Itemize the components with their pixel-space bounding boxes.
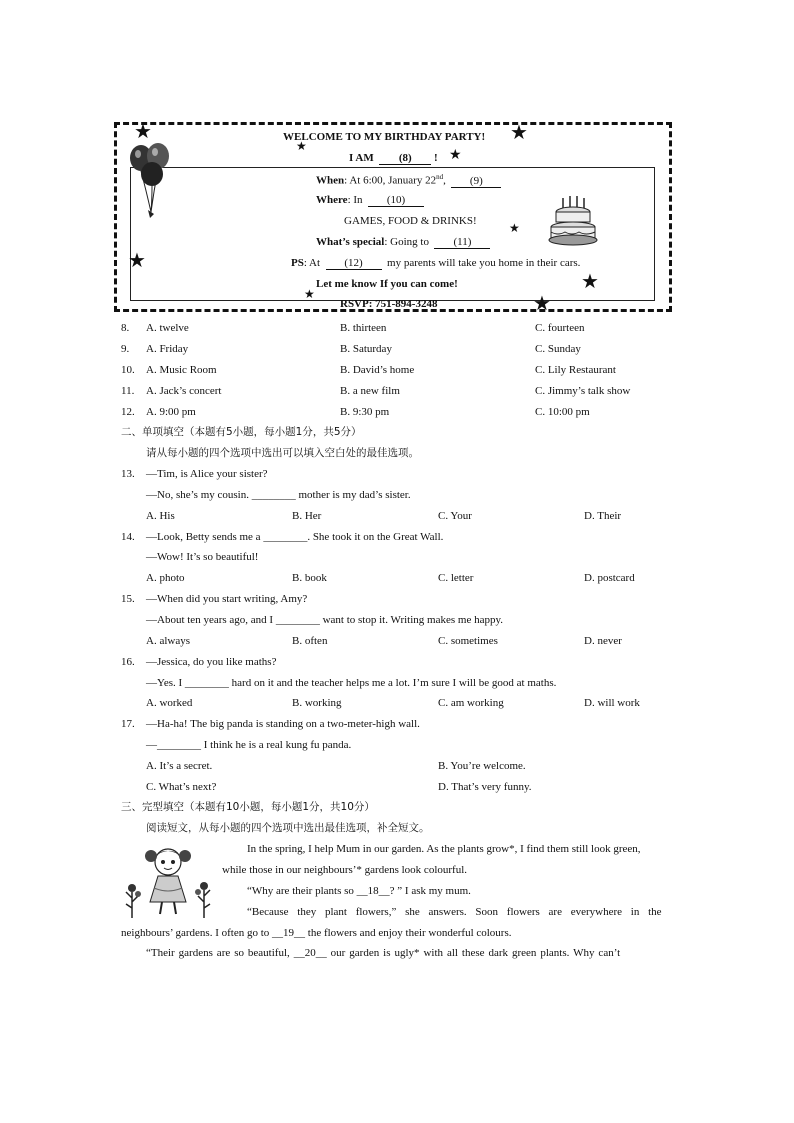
option-c[interactable]: C. Sunday: [535, 343, 581, 355]
option-c[interactable]: C. What’s next?: [146, 781, 217, 793]
option-a[interactable]: A. twelve: [146, 322, 189, 334]
where-line: [316, 194, 424, 207]
question-line: —Ha-ha! The big panda is standing on a two-meter-high wall.: [146, 718, 420, 730]
option-a[interactable]: A. Jack’s concert: [146, 385, 222, 397]
blank-9: (9): [451, 175, 501, 188]
when-comma: ,: [443, 174, 446, 187]
section2-heading: 二、单项填空（本题有5小题，每小题1分，共5分）: [121, 426, 362, 438]
option-num: 8.: [121, 322, 130, 334]
blank-11: (11): [434, 236, 490, 249]
question-num: 14.: [121, 531, 135, 543]
option-b[interactable]: B. thirteen: [340, 322, 387, 334]
option-d[interactable]: D. will work: [584, 697, 640, 709]
special-text: : Going to: [384, 236, 429, 248]
star-icon: ★: [581, 271, 599, 293]
option-d[interactable]: D. That’s very funny.: [438, 781, 532, 793]
question-line: —No, she’s my cousin. ________ mother is my dad’s sister.: [146, 489, 411, 501]
passage-line: while those in our neighbours’* gardens look colourful.: [222, 864, 468, 876]
option-a[interactable]: A. Friday: [146, 343, 189, 355]
girl-gardening-icon: [124, 842, 216, 920]
option-num: 9.: [121, 343, 130, 355]
star-icon: ★: [134, 121, 152, 143]
iam-line: [349, 152, 438, 165]
option-c[interactable]: C. Jimmy’s talk show: [535, 385, 631, 397]
option-c[interactable]: C. Your: [438, 510, 472, 522]
option-b[interactable]: B. working: [292, 697, 342, 709]
rsvp: RSVP: 751-894-3248: [340, 298, 438, 310]
when-text: : At 6:00, January 22: [344, 174, 437, 187]
passage-line: In the spring, I help Mum in our garden. As the plants grow*, I find them still look green,: [247, 843, 641, 855]
iam-prefix: I AM: [349, 152, 374, 164]
option-b[interactable]: B. a new film: [340, 385, 400, 397]
when-sup: nd: [436, 173, 444, 181]
passage-line: “Their gardens are so beautiful, __20__ our garden is ugly* with all these dark green plants. Why can’t: [146, 947, 621, 959]
passage-line: “Why are their plants so __18__? ” I ask my mum.: [247, 885, 471, 897]
star-icon: ★: [533, 293, 551, 315]
star-icon: ★: [509, 221, 520, 235]
option-a[interactable]: A. photo: [146, 572, 185, 584]
special-line: [316, 236, 490, 249]
option-c[interactable]: C. am working: [438, 697, 504, 709]
option-d[interactable]: D. Their: [584, 510, 622, 522]
ps-line: [291, 257, 580, 270]
option-c[interactable]: C. letter: [438, 572, 474, 584]
option-d[interactable]: D. never: [584, 635, 622, 647]
question-line: —________ I think he is a real kung fu panda.: [146, 739, 352, 751]
question-line: —Yes. I ________ hard on it and the teacher helps me a lot. I’m sure I will be good at maths.: [146, 677, 557, 689]
where-text: : In: [347, 194, 363, 206]
question-line: —Look, Betty sends me a ________. She took it on the Great Wall.: [146, 531, 444, 543]
passage-line: “Because they plant flowers,” she answers. Soon flowers are everywhere in the: [247, 906, 662, 918]
option-a[interactable]: A. always: [146, 635, 190, 647]
question-num: 15.: [121, 593, 135, 605]
option-c[interactable]: C. 10:00 pm: [535, 406, 590, 418]
option-b[interactable]: B. often: [292, 635, 328, 647]
blank-10: (10): [368, 194, 424, 207]
when-line: [316, 173, 501, 188]
star-icon: ★: [510, 122, 528, 144]
option-b[interactable]: B. David’s home: [340, 364, 415, 376]
question-line: —When did you start writing, Amy?: [146, 593, 308, 605]
birthday-cake-icon: [548, 194, 598, 248]
option-b[interactable]: B. 9:30 pm: [340, 406, 390, 418]
question-line: —About ten years ago, and I ________ want to stop it. Writing makes me happy.: [146, 614, 503, 626]
blank-8: (8): [379, 152, 431, 165]
option-num: 11.: [121, 385, 135, 397]
option-a[interactable]: A. worked: [146, 697, 193, 709]
option-num: 10.: [121, 364, 135, 376]
balloons-icon: [126, 140, 176, 220]
option-b[interactable]: B. Her: [292, 510, 322, 522]
option-c[interactable]: C. fourteen: [535, 322, 585, 334]
star-icon: ★: [304, 287, 315, 301]
option-num: 12.: [121, 406, 135, 418]
section2-instruction: 请从每小题的四个选项中选出可以填入空白处的最佳选项。: [146, 447, 419, 459]
option-b[interactable]: B. book: [292, 572, 327, 584]
option-a[interactable]: A. It’s a secret.: [146, 760, 213, 772]
iam-suffix: !: [434, 152, 438, 164]
ps-text1: : At: [303, 257, 321, 269]
ps-label: PS: [291, 257, 304, 269]
option-a[interactable]: A. 9:00 pm: [146, 406, 196, 418]
question-line: —Wow! It’s so beautiful!: [146, 551, 259, 563]
let-me-know: Let me know If you can come!: [316, 278, 458, 290]
star-icon: ★: [449, 148, 462, 163]
question-line: —Jessica, do you like maths?: [146, 656, 277, 668]
option-c[interactable]: C. Lily Restaurant: [535, 364, 616, 376]
option-d[interactable]: D. postcard: [584, 572, 635, 584]
invitation-title: WELCOME TO MY BIRTHDAY PARTY!: [283, 131, 486, 143]
option-a[interactable]: A. His: [146, 510, 175, 522]
option-c[interactable]: C. sometimes: [438, 635, 498, 647]
passage-line: neighbours’ gardens. I often go to __19__ the flowers and enjoy their wonderful colours.: [121, 927, 512, 939]
question-line: —Tim, is Alice your sister?: [146, 468, 268, 480]
special-label: What’s special: [316, 236, 385, 248]
question-num: 17.: [121, 718, 135, 730]
section3-heading: 三、完型填空（本题有10小题，每小题1分，共10分）: [121, 801, 375, 813]
option-b[interactable]: B. Saturday: [340, 343, 392, 355]
star-icon: ★: [296, 139, 307, 153]
ps-text2: my parents will take you home in their cars.: [387, 257, 581, 269]
when-label: When: [316, 174, 345, 187]
blank-12: (12): [326, 257, 382, 270]
games-line: GAMES, FOOD & DRINKS!: [344, 215, 477, 227]
star-icon: ★: [128, 250, 146, 272]
option-b[interactable]: B. You’re welcome.: [438, 760, 526, 772]
option-a[interactable]: A. Music Room: [146, 364, 217, 376]
question-num: 13.: [121, 468, 135, 480]
where-label: Where: [316, 194, 348, 206]
section3-instruction: 阅读短文，从每小题的四个选项中选出最佳选项，补全短文。: [146, 822, 430, 834]
question-num: 16.: [121, 656, 135, 668]
